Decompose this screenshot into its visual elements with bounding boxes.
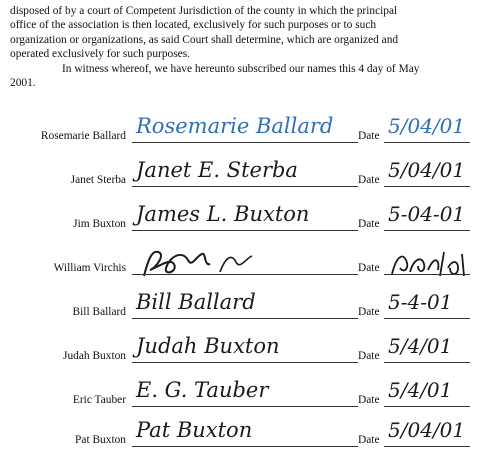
date-label: Date — [358, 174, 380, 186]
signature-row-eric-tauber — [0, 372, 480, 412]
date-line — [384, 186, 470, 187]
handwritten-signature: Janet E. Sterba — [136, 158, 298, 182]
date-label: Date — [358, 306, 380, 318]
signatory-name: Judah Buxton — [63, 350, 126, 362]
signature-row-janet-sterba — [0, 152, 480, 192]
witness-year: 2001. — [10, 77, 36, 90]
signature-line — [132, 186, 358, 187]
date-line — [384, 406, 470, 407]
date-line — [384, 362, 470, 363]
witness-line: In witness whereof, we have hereunto subscribed our names this 4 day of May — [62, 62, 420, 75]
handwritten-date: 5/04/01 — [388, 114, 466, 138]
handwritten-signature: Rosemarie Ballard — [136, 114, 334, 138]
signature-row-rosemarie-ballard — [0, 108, 480, 148]
signature-row-william-virchis — [0, 240, 480, 280]
handwritten-signature: Bill Ballard — [136, 290, 256, 314]
paragraph-line: office of the association is then located, exclusively for such purposes or to such — [10, 19, 377, 32]
handwritten-date: 5-04-01 — [388, 202, 466, 226]
signature-line — [132, 318, 358, 319]
handwritten-date: 5/04/01 — [388, 158, 466, 182]
signatory-name: Jim Buxton — [73, 218, 126, 230]
handwritten-date: 5/4/01 — [388, 334, 453, 358]
date-line — [384, 274, 470, 275]
date-label: Date — [358, 350, 380, 362]
signatory-name: William Virchis — [53, 262, 126, 274]
signatory-name: Janet Sterba — [70, 174, 126, 186]
handwritten-signature: James L. Buxton — [136, 202, 310, 226]
handwritten-date: 5-4-01 — [388, 290, 453, 314]
signature-line — [132, 362, 358, 363]
date-label: Date — [358, 394, 380, 406]
paragraph-line: operated exclusively for such purposes. — [10, 48, 190, 61]
date-line — [384, 230, 470, 231]
bylaw-paragraph — [10, 4, 472, 90]
signature-line — [132, 142, 358, 143]
date-line — [384, 318, 470, 319]
date-label: Date — [358, 262, 380, 274]
signatory-name: Rosemarie Ballard — [40, 130, 126, 142]
date-line — [384, 142, 470, 143]
signature-line — [132, 406, 358, 407]
handwritten-signature: Pat Buxton — [136, 418, 253, 442]
signature-row-jim-buxton — [0, 196, 480, 236]
signature-line — [132, 274, 358, 275]
date-label: Date — [358, 130, 380, 142]
handwritten-date: 5/04/01 — [388, 418, 466, 442]
signatory-name: Eric Tauber — [72, 394, 126, 406]
date-line — [384, 446, 470, 447]
signature-row-pat-buxton — [0, 412, 480, 452]
signature-line — [132, 230, 358, 231]
handwritten-signature: E. G. Tauber — [136, 378, 269, 402]
date-label: Date — [358, 218, 380, 230]
handwritten-signature: Judah Buxton — [136, 334, 280, 358]
signature-line — [132, 446, 358, 447]
handwritten-date: 5/4/01 — [388, 378, 453, 402]
signatory-name: Bill Ballard — [72, 306, 126, 318]
signatory-name: Pat Buxton — [75, 434, 126, 446]
signature-row-judah-buxton — [0, 328, 480, 368]
paragraph-line: organization or organizations, as said Court shall determine, which are organized and — [10, 33, 399, 46]
date-label: Date — [358, 434, 380, 446]
paragraph-line: disposed of by a court of Competent Jurisdiction of the county in which the principal — [10, 5, 398, 17]
signature-row-bill-ballard — [0, 284, 480, 324]
